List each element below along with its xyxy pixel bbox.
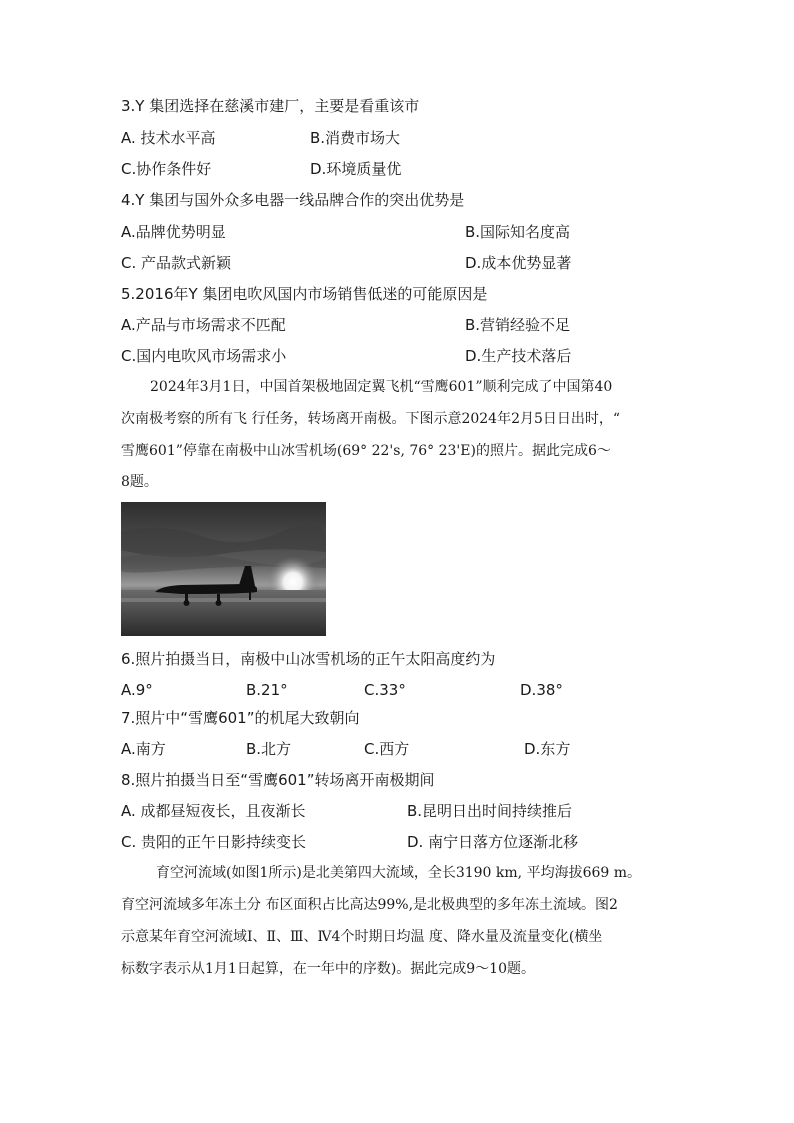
q6-option-b: B.21° (246, 681, 288, 699)
q8-option-d: D. 南宁日落方位逐渐北移 (407, 833, 579, 851)
passage2-line: 育空河流域多年冻土分 布区面积占比高达99%,是北极典型的多年冻土流域。图2 (121, 897, 618, 913)
q6-option-c: C.33° (364, 681, 406, 699)
q7-option-c: C.西方 (364, 740, 410, 758)
q5-option-a: A.产品与市场需求不匹配 (121, 316, 286, 334)
q8-option-a: A. 成都昼短夜长，且夜渐长 (121, 802, 306, 820)
passage1-line: 2024年3月1日，中国首架极地固定翼飞机“雪鹰601”顺利完成了中国第40 (150, 379, 613, 395)
q8-option-c: C. 贵阳的正午日影持续变长 (121, 833, 307, 851)
q3-option-d: D.环境质量优 (310, 160, 402, 178)
q3-stem: 3.Y 集团选择在慈溪市建厂，主要是看重该市 (121, 97, 420, 115)
q7-stem: 7.照片中“雪鹰601”的机尾大致朝向 (121, 709, 360, 727)
passage2-line: 标数字表示从1月1日起算，在一年中的序数)。据此完成9～10题。 (121, 961, 535, 977)
q6-option-a: A.9° (121, 681, 153, 699)
q5-option-d: D.生产技术落后 (465, 347, 572, 365)
q4-option-c: C. 产品款式新颖 (121, 254, 232, 272)
q8-stem: 8.照片拍摄当日至“雪鹰601”转场离开南极期间 (121, 771, 435, 789)
passage1-line: 次南极考察的所有飞 行任务，转场离开南极。下图示意2024年2月5日日出时，“ (121, 411, 621, 427)
q3-option-c: C.协作条件好 (121, 160, 212, 178)
q7-option-d: D.东方 (524, 740, 571, 758)
q4-option-a: A.品牌优势明显 (121, 223, 226, 241)
q7-option-b: B.北方 (246, 740, 292, 758)
q7-option-a: A.南方 (121, 740, 166, 758)
q8-option-b: B.昆明日出时间持续推后 (407, 802, 573, 820)
q5-stem: 5.2016年Y 集团电吹风国内市场销售低迷的可能原因是 (121, 285, 488, 303)
passage2-line: 示意某年育空河流域Ⅰ、Ⅱ、Ⅲ、Ⅳ4个时期日均温 度、降水量及流量变化(横坐 (121, 929, 603, 945)
passage1-line: 雪鹰601”停靠在南极中山冰雪机场(69° 22's, 76° 23'E)的照片。据此完成6～ (121, 443, 611, 459)
q3-option-b: B.消费市场大 (310, 129, 401, 147)
q4-option-d: D.成本优势显著 (465, 254, 572, 272)
passage2-line: 育空河流域(如图1所示)是北美第四大流域，全长3190 km, 平均海拔669 m。 (156, 865, 642, 881)
q4-stem: 4.Y 集团与国外众多电器一线品牌合作的突出优势是 (121, 191, 465, 209)
q6-option-d: D.38° (520, 681, 563, 699)
q4-option-b: B.国际知名度高 (465, 223, 571, 241)
q3-option-a: A. 技术水平高 (121, 129, 216, 147)
q5-option-c: C.国内电吹风市场需求小 (121, 347, 287, 365)
passage1-line: 8题。 (121, 474, 158, 490)
aircraft-sunrise-photo (121, 502, 326, 636)
q6-stem: 6.照片拍摄当日，南极中山冰雪机场的正午太阳高度约为 (121, 650, 496, 668)
q5-option-b: B.营销经验不足 (465, 316, 571, 334)
